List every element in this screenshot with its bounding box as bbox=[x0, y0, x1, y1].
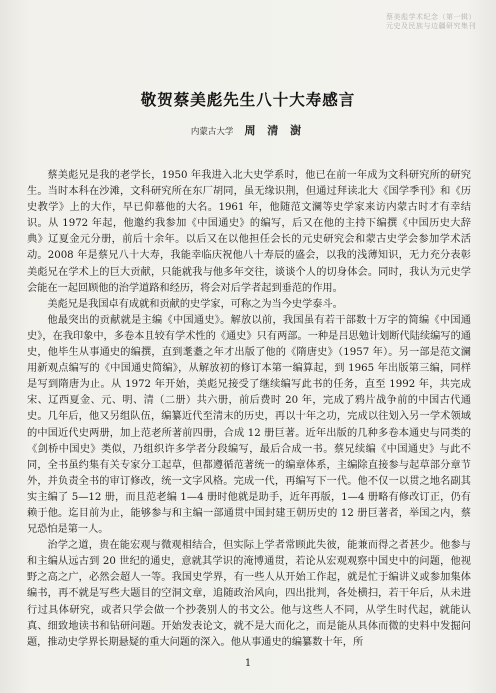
page-number: 1 bbox=[244, 658, 252, 669]
paragraph: 治学之道，贵在能宏观与微观相结合，但实际上学者常顾此失彼，能兼而得之者甚少。他参与和主编从远古到 20 世纪的通史，意就其学识的淹博通贯，若论从宏观观察中国史中的问题，他视野之高之广，必然会超人一等。我国史学界，有一些人从开始工作起，就是忙于编讲义或参加集体编书，再不就是写些大题目的空洞文章，追随政治风向，四出批判，各处横扫，若干年后，从未进行过具体研究，或者只学会做一个抄袭别人的书文公。他与这些人不同，从学生时代起，就能认真、细致地读书和钻研问题。开始发表论文，就不是大而化之，而是能从具体而微的史料中发掘问题，推动史学界长期悬疑的重大问题的深入。他从事通史的编纂数十年，所 bbox=[27, 540, 471, 648]
running-header-line2: 元史及民族与边疆研究集刊 bbox=[386, 22, 476, 30]
author-line bbox=[0, 122, 496, 138]
article-title: 敬贺蔡美彪先生八十大寿感言 bbox=[140, 90, 356, 109]
article-body bbox=[27, 168, 471, 651]
running-header bbox=[386, 13, 476, 31]
paragraph: 他最突出的贡献就是主编《中国通史》。解放以前，我国虽有若干部数十万字的简编《中国通史》，在我印象中，多卷本且较有学术性的《通史》只有两部。一种是吕思勉计划断代陆续编写的通史，他毕生从事通史的编撰，直到耄耋之年才出版了他的《隋唐史》（1957 年）。另一部是范文澜用新观点编写的《中国通史简编》，从解放初的修订本第一编算起，到 1965 年出版第三编，同样是写到隋唐为止。从 1972 年开始，美彪兄接受了继续编写此书的任务，直至 1992 年，共完成宋、辽西夏金、元、明、清（二册）共六册，前后费时 20 年，完成了鸦片战争前的中国古代通史。几年后，他又另组队伍，编纂近代至清末的历史，再以十年之功，完成以往划入另一学术领域的中国近代史两册，加上范老所著前四册，合成 12 册巨著。近年出版的几种多卷本通史与同类的《剑桥中国史》类似，乃组织许多学者分段编写，最后合成一书。蔡兄续编《中国通史》与此不同，全书虽约集有关专家分工起草，但都遵循范著统一的编章体系，主编除直接参与起草部分章节外，并负责全书的审订修改，统一文字风格。完成一代，再编写下一代。他不仅一以贯之地名副其实主编了 5—12 册，而且范老编 1—4 册时他就是助手，近年再版，1—4 册略有修改订正，仍有赖于他。迄目前为止，能够参与和主编一部通贯中国封建王朝历史的 12 册巨著者，举国之内，蔡兄恐怕是第一人。 bbox=[27, 314, 471, 536]
paragraph: 美彪兄是我国卓有成就和贡献的史学家，可称之为当今史学泰斗。 bbox=[47, 298, 343, 310]
paragraph: 蔡美彪兄是我的老学长，1950 年我进入北大史学系时，他已在前一年成为文科研究所的研究生。当时本科在沙滩，文科研究所在东厂胡同，虽无缘识荆，但通过拜读北大《国学季刊》和《历史教学》上的大作，早已仰慕他的大名。1961 年，他随范文澜等史学家来访内蒙古时才有幸结识。从 1972 年起，他邀约我参加《中国通史》的编写，后又在他的主持下编撰《中国历史大辞典》辽夏金元分册，前后十余年。以后又在以他担任会长的元史研究会和蒙古史学会参加学术活动。2008 年是蔡兄八十大寿，我能幸临庆祝他八十寿辰的盛会，以我的浅薄知识，无力充分表彰美彪兄在学术上的巨大贡献，只能就我与他多年交往，谈谈个人的切身体会。同时，我认为元史学会能在一起回顾他的治学道路和经历，将会对后学者起到垂范的作用。 bbox=[27, 170, 471, 294]
running-header-line1: 蔡美彪学术纪念（第一辑） bbox=[386, 13, 476, 21]
author-affiliation: 内蒙古大学 bbox=[190, 127, 234, 137]
author-name: 周 清 澍 bbox=[244, 124, 306, 137]
